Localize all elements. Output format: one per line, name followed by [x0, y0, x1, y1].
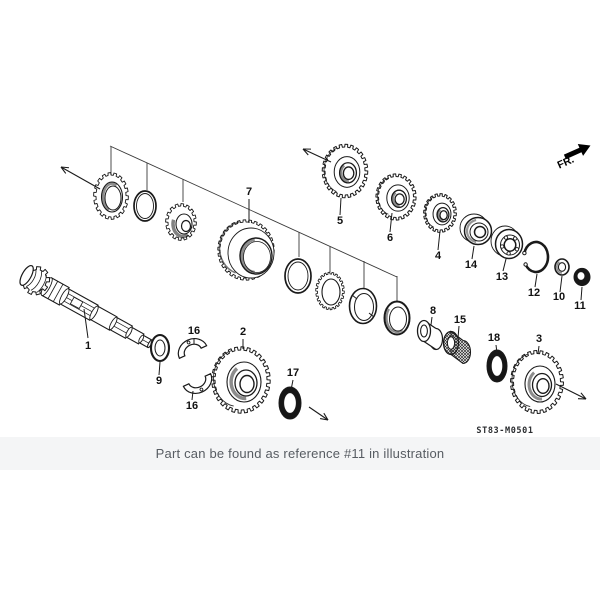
callout-ref-14	[465, 246, 478, 271]
part-ref-label: 7	[245, 186, 253, 198]
part-16-bearing-half-upper	[174, 334, 207, 358]
part-ref-label: 14	[464, 259, 478, 271]
callout-ref-8	[430, 305, 436, 325]
part-ref-label: 1	[84, 340, 92, 352]
assembly-direction-arrow-upper-left	[61, 167, 100, 189]
retainer-plate-2	[385, 302, 410, 335]
part-ref-label: 2	[239, 326, 247, 338]
part-ref-label: 8	[429, 305, 437, 317]
callout-ref-7	[246, 186, 252, 223]
part-7-synchro-sleeve	[218, 220, 274, 280]
blocking-ring	[285, 259, 311, 293]
part-18-seal-ring	[487, 350, 507, 382]
callout-ref-12	[528, 274, 540, 299]
retainer-plate	[350, 289, 377, 324]
callout-ref-17	[287, 367, 299, 390]
synchro-hub-ring	[94, 173, 129, 220]
clutch-hub-gear	[166, 204, 197, 241]
part-ref-label: 4	[434, 250, 442, 262]
callout-ref-2	[240, 326, 246, 349]
caption-band	[0, 437, 600, 470]
callout-ref-5	[337, 198, 343, 227]
part-ref-label: 3	[535, 333, 543, 345]
drawing-code: ST83-M0501	[476, 426, 534, 436]
callout-ref-13	[496, 259, 508, 283]
part-4-gear	[424, 194, 457, 233]
part-ref-label: 9	[155, 375, 163, 387]
part-ref-label: 12	[527, 287, 541, 299]
part-ref-label: 11	[574, 300, 586, 312]
part-ref-label: 5	[336, 215, 344, 227]
part-15-needle-bearing	[444, 332, 471, 364]
part-8-collar	[418, 321, 443, 350]
part-10-washer	[555, 259, 569, 275]
part-13-bearing	[491, 226, 523, 259]
toothed-ring	[316, 272, 345, 310]
callout-ref-9	[156, 362, 162, 387]
synchro-spring-ring	[134, 191, 156, 221]
callout-ref-4	[435, 231, 442, 262]
callout-ref-16	[186, 391, 198, 412]
part-ref-label: 10	[552, 291, 566, 303]
part-6-gear	[376, 174, 416, 220]
fr-direction-indicator	[553, 140, 595, 172]
part-ref-label: 15	[453, 314, 467, 326]
part-16-bearing-half-lower	[183, 374, 216, 398]
part-17-seal-ring	[279, 387, 301, 419]
callout-ref-11	[574, 287, 586, 312]
part-ref-label: 16	[185, 400, 199, 412]
part-5-gear	[322, 144, 368, 198]
part-14-bearing	[460, 214, 492, 245]
caption-text: Part can be found as reference #11 in illustration	[155, 446, 445, 461]
part-9-spacer-ring	[151, 335, 169, 361]
part-ref-label: 6	[386, 232, 394, 244]
part-ref-label: 16	[187, 325, 201, 337]
part-ref-label: 18	[487, 332, 501, 344]
part-3-gear	[511, 351, 564, 414]
assembly-direction-arrow-lower-center	[309, 407, 328, 420]
part-ref-label: 17	[286, 367, 300, 379]
callout-ref-10	[553, 276, 565, 303]
part-2-gear	[212, 347, 270, 413]
part-12-snap-ring	[523, 242, 548, 272]
part-11-locknut	[574, 268, 590, 285]
fr-label: FR.	[555, 153, 576, 172]
part-ref-label: 13	[495, 271, 509, 283]
